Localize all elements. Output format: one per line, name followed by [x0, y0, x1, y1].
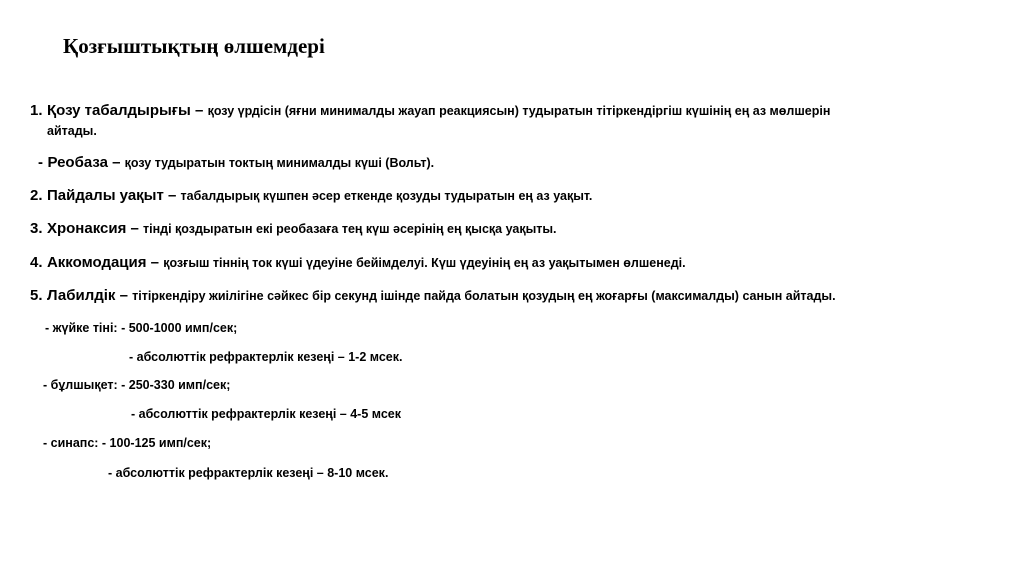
item-5-line: [30, 287, 836, 305]
item-definition: табалдырық күшпен әсер еткенде қозуды тудыратын ең аз уақыт.: [180, 189, 593, 203]
subline-synapse: - синапс: - 100-125 имп/сек;: [43, 436, 212, 450]
item-definition: тінді қоздыратын екі реобазаға тең күш әсерінің ең қысқа уақыты.: [143, 222, 557, 236]
item-definition: қозу тудыратын токтың минималды күші (Вольт).: [124, 156, 435, 170]
item-dash: –: [115, 287, 133, 304]
subline-muscle: - бұлшықет: - 250-330 имп/сек;: [43, 378, 231, 392]
item-term: Аккомодация: [46, 254, 147, 271]
item-number: 5.: [30, 287, 43, 304]
item-reobase-line: [38, 154, 434, 172]
item-4-line: [30, 254, 686, 272]
subline-nerve-tissue: - жүйке тіні: - 500-1000 имп/сек;: [45, 321, 238, 335]
item-number: 1.: [30, 102, 43, 119]
item-number: 4.: [30, 254, 43, 271]
subline-synapse-refractory: - абсолюттік рефрактерлік кезеңі – 8-10 мсек.: [108, 466, 389, 480]
slide-title: Қозғыштықтың өлшемдері: [63, 34, 325, 58]
item-number: 3.: [30, 220, 43, 237]
item-dash: –: [126, 220, 144, 237]
item-term: Хронаксия: [46, 220, 127, 237]
item-number: 2.: [30, 187, 43, 204]
item-dash: –: [190, 102, 208, 119]
item-term: Лабилдік: [46, 287, 116, 304]
item-definition: қозу үрдісін (яғни минималды жауап реакциясын) тудыратын тітіркендіргіш күшінің ең аз мөлшерін: [207, 104, 831, 118]
subline-nerve-refractory: - абсолюттік рефрактерлік кезеңі – 1-2 мсек.: [129, 350, 403, 364]
item-term: Реобаза: [47, 154, 108, 171]
item-dash: –: [146, 254, 164, 271]
item-3-line: [30, 220, 557, 238]
subline-muscle-refractory: - абсолюттік рефрактерлік кезеңі – 4-5 мсек: [131, 407, 401, 421]
item-definition: қозғыш тіннің ток күші үдеуіне бейімделуі. Күш үдеуінің ең аз уақытымен өлшенеді.: [163, 256, 686, 270]
item-bullet: -: [38, 154, 43, 171]
item-dash: –: [163, 187, 181, 204]
item-definition: тітіркендіру жиілігіне сәйкес бір секунд ішінде пайда болатын қозудың ең жоғарғы (максималды) санын айтады.: [132, 289, 836, 303]
item-dash: –: [107, 154, 125, 171]
item-1-continuation: айтады.: [47, 124, 97, 138]
item-term: Пайдалы уақыт: [46, 187, 164, 204]
item-2-line: [30, 187, 592, 205]
item-term: Қозу табалдырығы: [46, 102, 191, 119]
item-1-line: [30, 102, 830, 120]
